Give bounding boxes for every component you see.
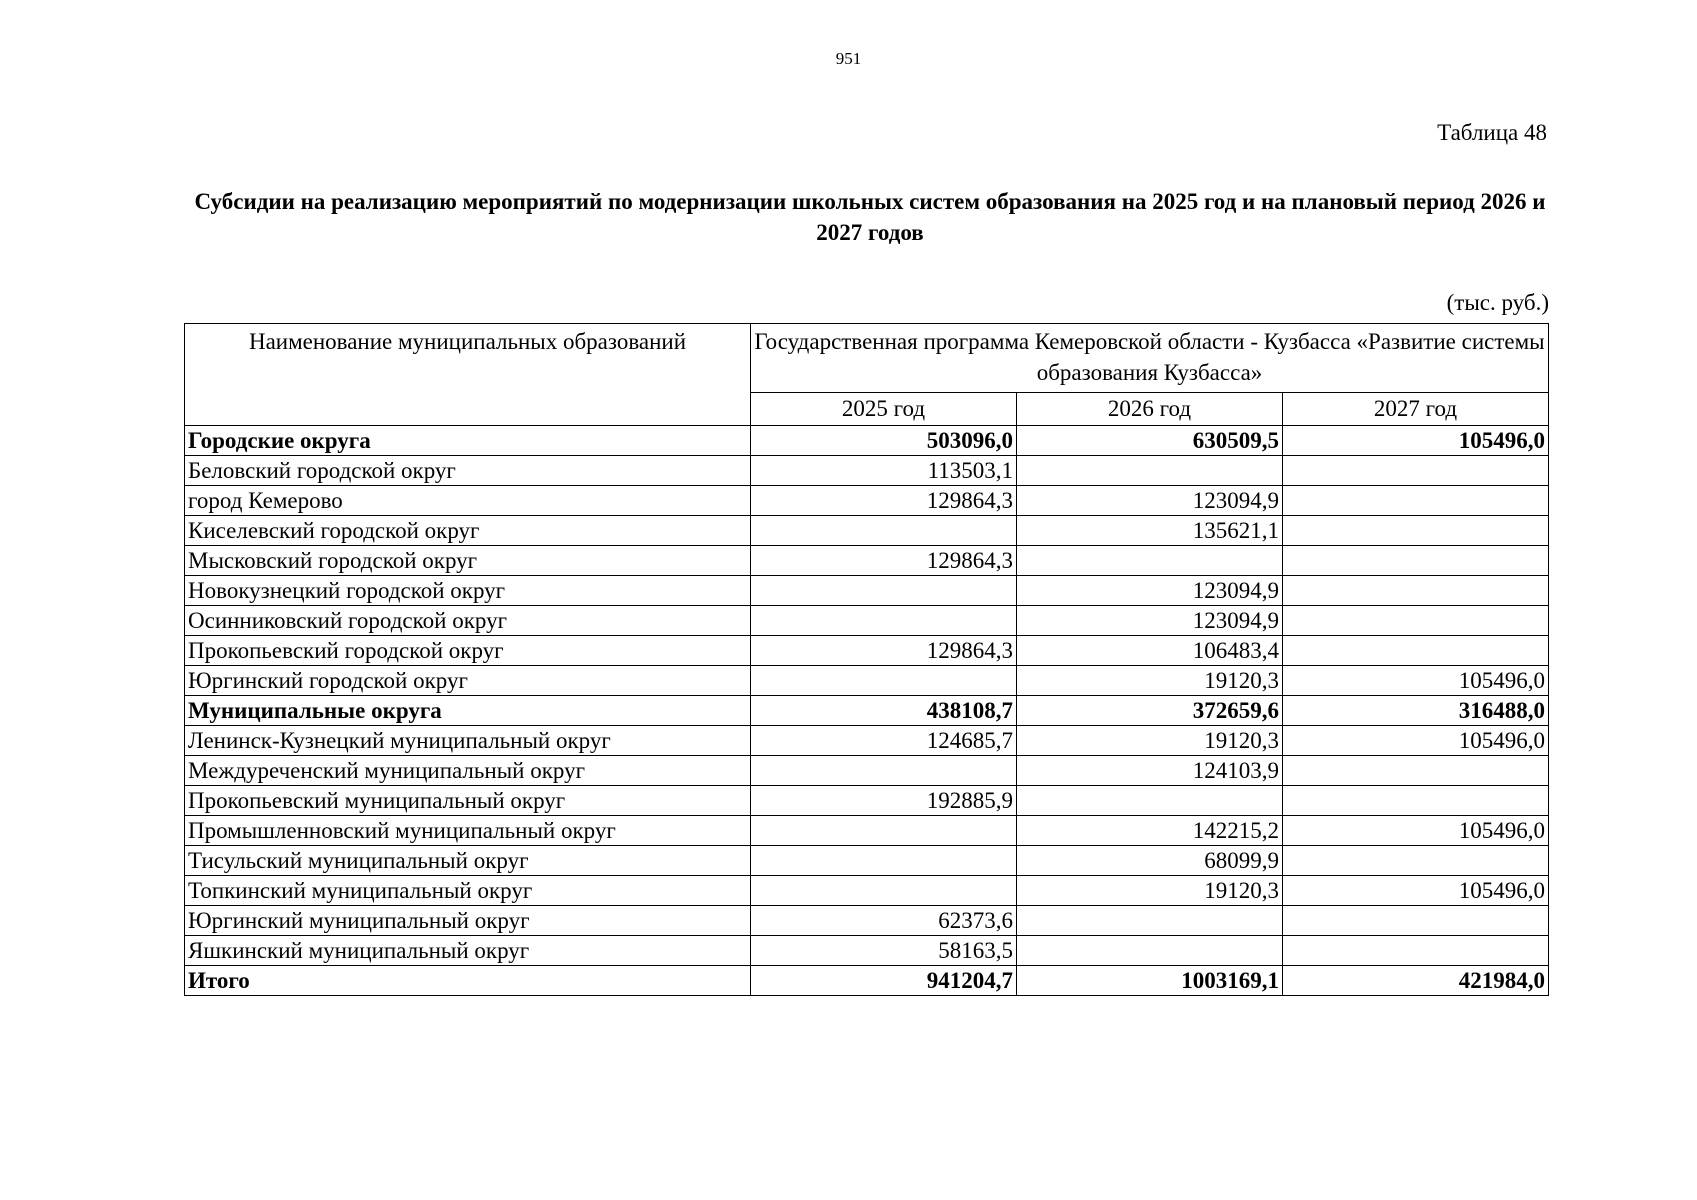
value-2025: 941204,7: [751, 966, 1017, 996]
value-2027: 105496,0: [1283, 816, 1549, 846]
value-2025: 438108,7: [751, 696, 1017, 726]
row-name: Топкинский муниципальный округ: [185, 876, 751, 906]
value-2025: [751, 876, 1017, 906]
header-year-2025: 2025 год: [751, 393, 1017, 426]
table-row: [185, 606, 1549, 636]
table-row-total: [185, 966, 1549, 996]
value-2026: 123094,9: [1017, 606, 1283, 636]
value-2027: [1283, 546, 1549, 576]
page-number: 951: [835, 49, 862, 68]
value-2026: 124103,9: [1017, 756, 1283, 786]
row-name: Новокузнецкий городской округ: [185, 576, 751, 606]
row-name: Промышленновский муниципальный округ: [185, 816, 751, 846]
row-name: Ленинск-Кузнецкий муниципальный округ: [185, 726, 751, 756]
value-2026: 123094,9: [1017, 486, 1283, 516]
row-name: Междуреченский муниципальный округ: [185, 756, 751, 786]
value-2027: 421984,0: [1283, 966, 1549, 996]
table-row: [185, 756, 1549, 786]
value-2026: 19120,3: [1017, 666, 1283, 696]
header-program: Государственная программа Кемеровской области - Кузбасса «Развитие системы образования Кузбасса»: [751, 324, 1549, 393]
value-2027: [1283, 516, 1549, 546]
table-row: [185, 456, 1549, 486]
row-name: Яшкинский муниципальный округ: [185, 936, 751, 966]
subsidies-table: [184, 323, 1549, 996]
value-2026: 123094,9: [1017, 576, 1283, 606]
table-row: [185, 426, 1549, 456]
row-name: Прокопьевский муниципальный округ: [185, 786, 751, 816]
value-2025: 503096,0: [751, 426, 1017, 456]
value-2026: 19120,3: [1017, 726, 1283, 756]
table-row: [185, 486, 1549, 516]
table-row: [185, 816, 1549, 846]
value-2026: 135621,1: [1017, 516, 1283, 546]
value-2025: [751, 516, 1017, 546]
value-2026: [1017, 456, 1283, 486]
value-2026: [1017, 786, 1283, 816]
value-2025: [751, 756, 1017, 786]
value-2026: 106483,4: [1017, 636, 1283, 666]
value-2026: 630509,5: [1017, 426, 1283, 456]
row-name: Мысковский городской округ: [185, 546, 751, 576]
value-2026: [1017, 546, 1283, 576]
header-year-2026: 2026 год: [1017, 393, 1283, 426]
value-2025: [751, 666, 1017, 696]
document-title: Субсидии на реализацию мероприятий по модернизации школьных систем образования на 2025 год и на плановый период 2026 и 2027 годов: [194, 189, 1546, 245]
value-2025: [751, 576, 1017, 606]
value-2027: [1283, 636, 1549, 666]
value-2027: 105496,0: [1283, 666, 1549, 696]
value-2026: 142215,2: [1017, 816, 1283, 846]
value-2025: [751, 606, 1017, 636]
value-2025: 58163,5: [751, 936, 1017, 966]
value-2027: 105496,0: [1283, 726, 1549, 756]
value-2025: 192885,9: [751, 786, 1017, 816]
value-2025: 124685,7: [751, 726, 1017, 756]
table-row: [185, 576, 1549, 606]
row-name: Юргинский муниципальный округ: [185, 906, 751, 936]
row-name: Беловский городской округ: [185, 456, 751, 486]
table-row: [185, 726, 1549, 756]
value-2027: 316488,0: [1283, 696, 1549, 726]
row-name: Городские округа: [185, 426, 751, 456]
row-name: Муниципальные округа: [185, 696, 751, 726]
value-2025: 129864,3: [751, 486, 1017, 516]
value-2025: 113503,1: [751, 456, 1017, 486]
row-name: город Кемерово: [185, 486, 751, 516]
row-name: Киселевский городской округ: [185, 516, 751, 546]
table-row: [185, 546, 1549, 576]
value-2026: 372659,6: [1017, 696, 1283, 726]
value-2025: [751, 846, 1017, 876]
value-2025: 129864,3: [751, 636, 1017, 666]
row-name: Тисульский муниципальный округ: [185, 846, 751, 876]
value-2026: [1017, 936, 1283, 966]
row-name: Осинниковский городской округ: [185, 606, 751, 636]
table-row: [185, 786, 1549, 816]
value-2027: [1283, 906, 1549, 936]
header-year-2027: 2027 год: [1283, 393, 1549, 426]
value-2027: 105496,0: [1283, 426, 1549, 456]
value-2027: [1283, 576, 1549, 606]
table-row: [185, 666, 1549, 696]
value-2026: 1003169,1: [1017, 966, 1283, 996]
value-2027: [1283, 486, 1549, 516]
table-number: Таблица 48: [1437, 120, 1547, 145]
table-row: [185, 636, 1549, 666]
value-2025: 129864,3: [751, 546, 1017, 576]
value-2027: [1283, 456, 1549, 486]
table-row: [185, 516, 1549, 546]
value-2025: [751, 816, 1017, 846]
value-2027: [1283, 756, 1549, 786]
value-2027: [1283, 846, 1549, 876]
table-row: [185, 696, 1549, 726]
table-row: [185, 936, 1549, 966]
row-name: Юргинский городской округ: [185, 666, 751, 696]
table-row: [185, 876, 1549, 906]
value-2027: [1283, 606, 1549, 636]
units-label: (тыс. руб.): [1446, 290, 1549, 315]
table-row: [185, 906, 1549, 936]
value-2027: 105496,0: [1283, 876, 1549, 906]
value-2025: 62373,6: [751, 906, 1017, 936]
value-2026: [1017, 906, 1283, 936]
value-2026: 68099,9: [1017, 846, 1283, 876]
value-2027: [1283, 936, 1549, 966]
row-name: Итого: [185, 966, 751, 996]
row-name: Прокопьевский городской округ: [185, 636, 751, 666]
table-row: [185, 846, 1549, 876]
header-municipality: Наименование муниципальных образований: [185, 324, 751, 426]
value-2026: 19120,3: [1017, 876, 1283, 906]
value-2027: [1283, 786, 1549, 816]
